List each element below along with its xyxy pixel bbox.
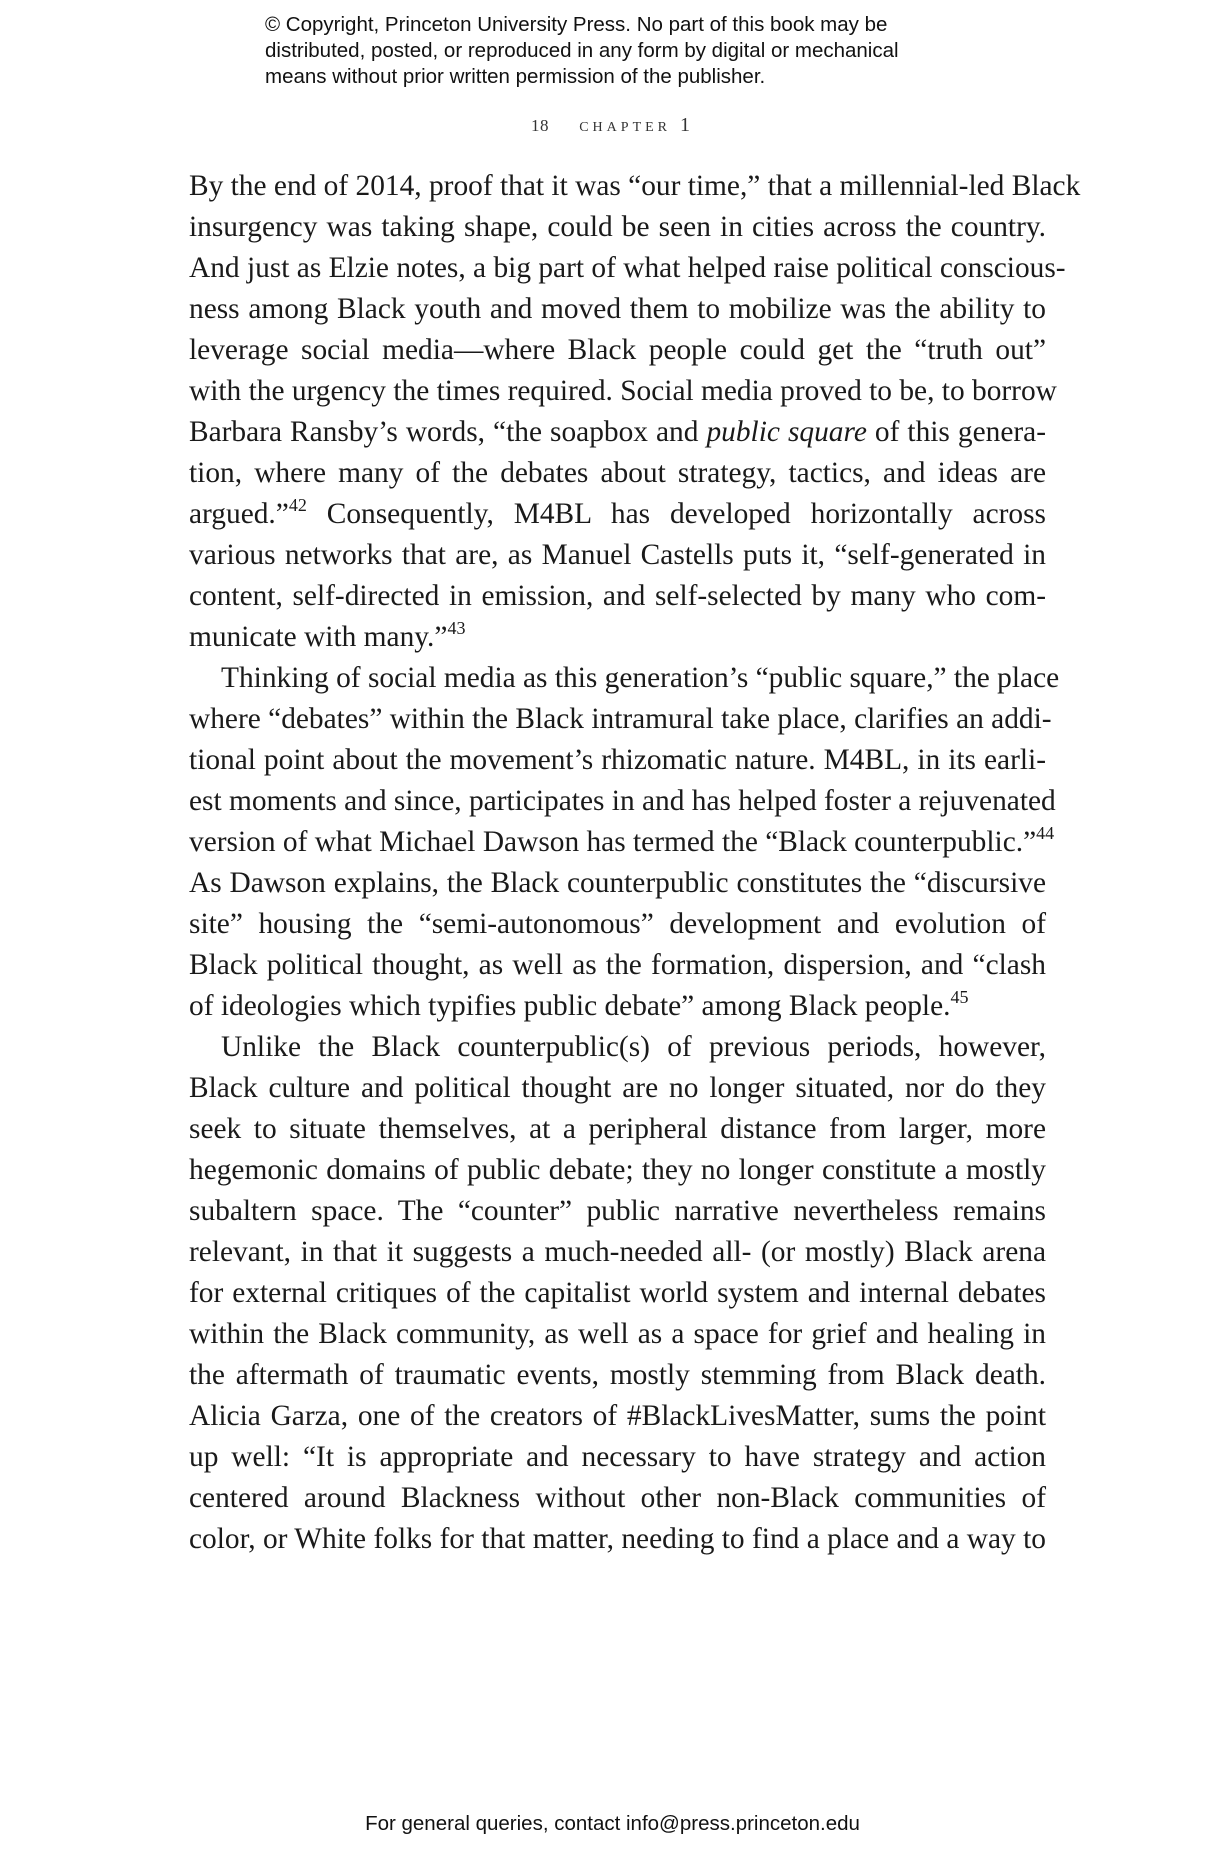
copyright-line: means without prior written permission of the publisher.: [265, 65, 766, 88]
text-line: [189, 617, 1046, 658]
text-line: content, self-directed in emission, and self-selected by many who com-: [189, 580, 1046, 612]
text-line: within the Black community, as well as a space for grief and healing in: [189, 1318, 1046, 1350]
chapter-label: chapter 1: [579, 114, 695, 136]
text-line: for external critiques of the capitalist world system and internal debates: [189, 1277, 1046, 1309]
text-segment: of this genera-: [866, 416, 1046, 448]
text-line: centered around Blackness without other non-Black communities of: [189, 1482, 1046, 1514]
text-line: [189, 986, 1046, 1027]
footnote-ref[interactable]: 45: [950, 987, 969, 1007]
text-line: relevant, in that it suggests a much-needed all- (or mostly) Black arena: [189, 1236, 1046, 1268]
text-line: hegemonic domains of public debate; they no longer constitute a mostly: [189, 1154, 1046, 1186]
text-line: up well: “It is appropriate and necessary to have strategy and action: [189, 1441, 1046, 1473]
text-line: Alicia Garza, one of the creators of #BlackLivesMatter, sums the point: [189, 1400, 1046, 1432]
text-line: color, or White folks for that matter, needing to find a place and a way to: [189, 1523, 1046, 1555]
text-line: seek to situate themselves, at a peripheral distance from larger, more: [189, 1113, 1046, 1145]
text-line: By the end of 2014, proof that it was “our time,” that a millennial-led Black: [189, 170, 1081, 202]
body-text: [189, 166, 1081, 1560]
text-line: Black culture and political thought are no longer situated, nor do they: [189, 1072, 1046, 1104]
copyright-line: distributed, posted, or reproduced in any form by digital or mechanical: [265, 39, 899, 62]
text-line: Thinking of social media as this generation’s “public square,” the place: [221, 662, 1060, 694]
text-segment: of ideologies which typifies public debate” among Black people.: [189, 990, 951, 1022]
text-segment: argued.”: [189, 498, 289, 530]
text-line: leverage social media—where Black people could get the “truth out”: [189, 334, 1046, 366]
footnote-ref[interactable]: 42: [288, 495, 307, 515]
text-line: Unlike the Black counterpublic(s) of previous periods, however,: [221, 1031, 1046, 1063]
text-segment: Barbara Ransby’s words, “the soapbox and: [189, 416, 707, 448]
text-line: And just as Elzie notes, a big part of what helped raise political conscious-: [189, 252, 1066, 284]
text-line: site” housing the “semi-autonomous” development and evolution of: [189, 908, 1046, 940]
page-number: 18: [530, 116, 549, 135]
text-line: tion, where many of the debates about strategy, tactics, and ideas are: [189, 457, 1046, 489]
text-line: Black political thought, as well as the formation, dispersion, and “clash: [189, 949, 1046, 981]
footer-contact: For general queries, contact info@press.princeton.edu: [365, 1812, 860, 1835]
footnote-ref[interactable]: 44: [1036, 823, 1055, 843]
italic-phrase: public square: [706, 416, 867, 448]
text-line: est moments and since, participates in and has helped foster a rejuvenated: [189, 785, 1056, 817]
text-line: with the urgency the times required. Social media proved to be, to borrow: [189, 375, 1057, 407]
text-line: [189, 822, 1055, 863]
copyright-notice: [265, 12, 1025, 90]
text-line: where “debates” within the Black intramural take place, clarifies an addi-: [189, 703, 1052, 735]
footnote-ref[interactable]: 43: [447, 618, 466, 638]
text-line: ness among Black youth and moved them to mobilize was the ability to: [189, 293, 1046, 325]
text-line: As Dawson explains, the Black counterpublic constitutes the “discursive: [189, 867, 1046, 899]
text-line: subaltern space. The “counter” public narrative nevertheless remains: [189, 1195, 1046, 1227]
text-line: various networks that are, as Manuel Castells puts it, “self-generated in: [189, 539, 1046, 571]
running-head: [0, 114, 1225, 137]
text-line: tional point about the movement’s rhizomatic nature. M4BL, in its earli-: [189, 744, 1046, 776]
text-line: insurgency was taking shape, could be seen in cities across the country.: [189, 211, 1046, 243]
text-line: [189, 412, 1046, 453]
text-segment: municate with many.”: [189, 621, 448, 653]
copyright-line: © Copyright, Princeton University Press. No part of this book may be: [265, 13, 888, 36]
text-segment: version of what Michael Dawson has termed the “Black counterpublic.”: [189, 826, 1037, 858]
text-line: the aftermath of traumatic events, mostly stemming from Black death.: [189, 1359, 1046, 1391]
text-segment: Consequently, M4BL has developed horizontally across: [306, 498, 1046, 530]
text-line: [189, 494, 1046, 535]
